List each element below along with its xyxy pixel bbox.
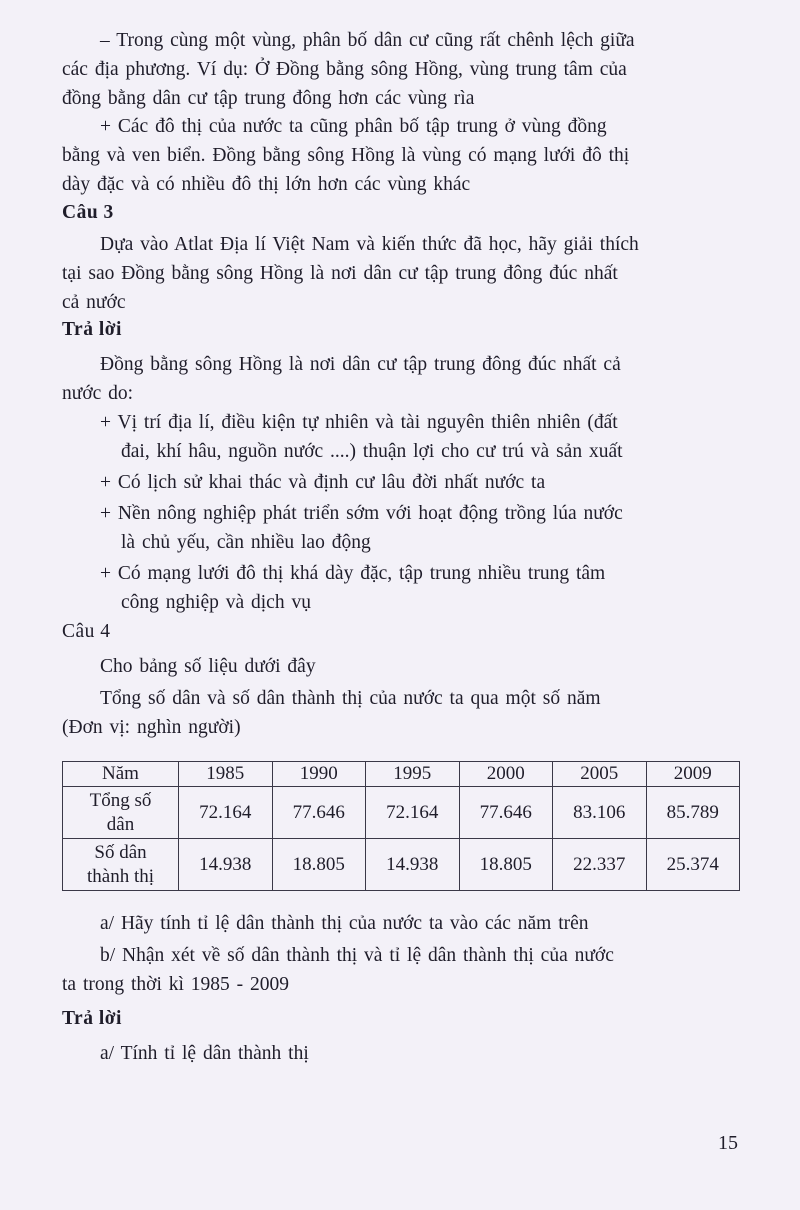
- table-cell: 18.805: [459, 839, 553, 891]
- row-label: [63, 787, 179, 839]
- table-row: [63, 787, 740, 839]
- row-label-line: Tổng số: [89, 789, 152, 811]
- table-header-cell: Năm: [63, 762, 179, 787]
- bullet-item-cont: đai, khí hâu, nguồn nước ....) thuận lợi cho cư trú và sản xuất: [121, 441, 623, 462]
- table-cell: 72.164: [366, 787, 460, 839]
- paragraph-line: dày đặc và có nhiều đô thị lớn hơn các vùng khác: [62, 174, 471, 195]
- table-unit: (Đơn vị: nghìn người): [62, 717, 241, 738]
- table-cell: 14.938: [366, 839, 460, 891]
- question-intro: Cho bảng số liệu dưới đây: [100, 656, 316, 677]
- bullet-item: + Có mạng lưới đô thị khá dày đặc, tập trung nhiều trung tâm: [100, 563, 606, 584]
- question-line: cả nước: [62, 292, 126, 313]
- table-cell: 14.938: [179, 839, 273, 891]
- table-caption: Tổng số dân và số dân thành thị của nước ta qua một số năm: [100, 688, 601, 709]
- row-label-line: thành thị: [86, 865, 155, 887]
- bullet-item: + Có lịch sử khai thác và định cư lâu đời nhất nước ta: [100, 472, 546, 493]
- page-number: 15: [718, 1132, 738, 1154]
- answer-title: Trả lời: [62, 1008, 122, 1029]
- paragraph-line: các địa phương. Ví dụ: Ở Đồng bằng sông Hồng, vùng trung tâm của: [62, 59, 627, 80]
- question-4-title: Câu 4: [62, 621, 111, 642]
- question-line: tại sao Đồng bằng sông Hồng là nơi dân cư tập trung đông đúc nhất: [62, 263, 618, 284]
- row-label: [63, 839, 179, 891]
- table-header-row: [63, 762, 740, 787]
- table-header-cell: 1990: [272, 762, 366, 787]
- paragraph-line: + Các đô thị của nước ta cũng phân bố tập trung ở vùng đồng: [100, 116, 607, 137]
- question-3-title: Câu 3: [62, 202, 114, 223]
- table-cell: 83.106: [553, 787, 647, 839]
- table-cell: 22.337: [553, 839, 647, 891]
- paragraph-line: đồng bằng dân cư tập trung đông hơn các vùng rìa: [62, 88, 475, 109]
- table-header-cell: 2000: [459, 762, 553, 787]
- bullet-item: + Vị trí địa lí, điều kiện tự nhiên và tài nguyên thiên nhiên (đất: [100, 412, 618, 433]
- answer-line: Đồng bằng sông Hồng là nơi dân cư tập trung đông đúc nhất cả: [100, 354, 621, 375]
- table-header-cell: 1995: [366, 762, 460, 787]
- answer-title: Trả lời: [62, 319, 122, 340]
- task-b: b/ Nhận xét về số dân thành thị và tỉ lệ dân thành thị của nước: [100, 945, 614, 966]
- answer-line: a/ Tính tỉ lệ dân thành thị: [100, 1043, 309, 1064]
- table-cell: 77.646: [459, 787, 553, 839]
- task-a: a/ Hãy tính tỉ lệ dân thành thị của nước ta vào các năm trên: [100, 913, 589, 934]
- table-header-cell: 2005: [553, 762, 647, 787]
- table-cell: 77.646: [272, 787, 366, 839]
- row-label-line: dân: [106, 813, 135, 835]
- answer-line: nước do:: [62, 383, 134, 404]
- table-row: [63, 839, 740, 891]
- question-line: Dựa vào Atlat Địa lí Việt Nam và kiến thức đã học, hãy giải thích: [100, 234, 639, 255]
- table-header-cell: 1985: [179, 762, 273, 787]
- table-header-cell: 2009: [646, 762, 740, 787]
- paragraph-line: bằng và ven biển. Đồng bằng sông Hồng là vùng có mạng lưới đô thị: [62, 145, 630, 166]
- task-b-cont: ta trong thời kì 1985 - 2009: [62, 974, 290, 995]
- table-cell: 18.805: [272, 839, 366, 891]
- table-cell: 25.374: [646, 839, 740, 891]
- table-cell: 85.789: [646, 787, 740, 839]
- bullet-item: + Nền nông nghiệp phát triển sớm với hoạt động trồng lúa nước: [100, 503, 623, 524]
- row-label-line: Số dân: [94, 841, 147, 863]
- bullet-item-cont: công nghiệp và dịch vụ: [121, 592, 311, 613]
- bullet-item-cont: là chủ yếu, cần nhiều lao động: [121, 532, 371, 553]
- population-table: [62, 761, 740, 891]
- paragraph-line: – Trong cùng một vùng, phân bố dân cư cũng rất chênh lệch giữa: [100, 30, 635, 51]
- table-cell: 72.164: [179, 787, 273, 839]
